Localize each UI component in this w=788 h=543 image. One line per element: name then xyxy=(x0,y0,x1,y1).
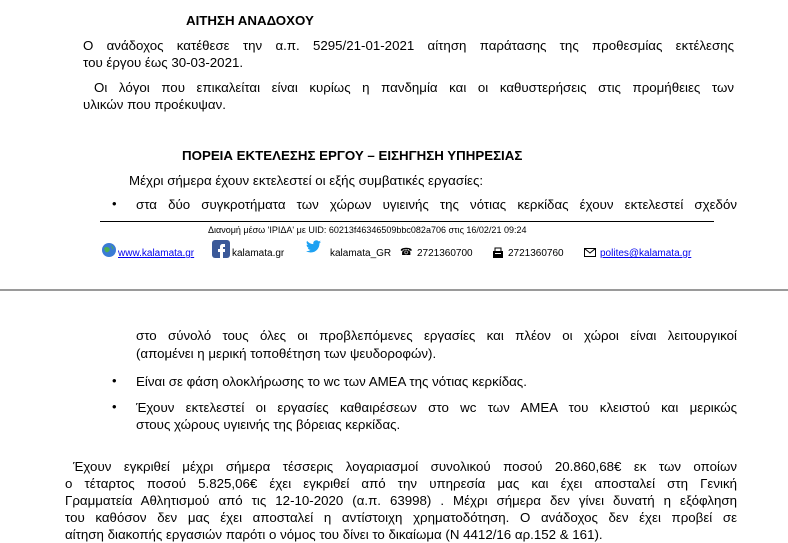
bullet-dot: • xyxy=(112,373,117,388)
page-separator xyxy=(0,289,788,291)
para1-line2: του έργου έως 30-03-2021. xyxy=(83,55,244,70)
twitter-icon xyxy=(306,240,321,253)
page-break-gap xyxy=(0,266,788,291)
bullet1-line1: στα δύο συγκροτήματα των χώρων υγιεινής της νότιας κερκίδας έχουν εκτελεστεί σχεδόν xyxy=(136,197,737,212)
bullet1-line3: (απομένει η μερική τοποθέτηση των ψευδοροφών). xyxy=(136,346,437,361)
phone-number: 2721360700 xyxy=(417,248,473,259)
bullet3-line2: στους χώρους υγιεινής της βόρειας κερκίδας. xyxy=(136,417,401,432)
bullet2-text: Είναι σε φάση ολοκλήρωσης το wc των ΑΜΕΑ της νότιας κερκίδας. xyxy=(136,374,527,389)
para1-line1: Ο ανάδοχος κατέθεσε την α.π. 5295/21-01-2021 αίτηση παράτασης της προθεσμίας εκτέλεσης xyxy=(83,38,734,53)
distribution-note: Διανομή μέσω 'ΙΡΙΔΑ' με UID: 60213f46346509bbc082a706 στις 16/02/21 09:24 xyxy=(208,225,527,235)
footer-rule xyxy=(100,221,714,222)
para2-line1: Οι λόγοι που επικαλείται είναι κυρίως η πανδημία και οι καθυστερήσεις στις προμήθειες των xyxy=(94,80,734,95)
facebook-icon xyxy=(212,240,230,258)
twitter-label[interactable]: kalamata_GR xyxy=(330,248,392,259)
facebook-label[interactable]: kalamata.gr xyxy=(232,248,285,259)
heading-progress: ΠΟΡΕΙΑ ΕΚΤΕΛΕΣΗΣ ΕΡΓΟΥ – ΕΙΣΗΓΗΣΗ ΥΠΗΡΕΣΙΑΣ xyxy=(182,148,523,163)
fax-number: 2721360760 xyxy=(508,248,564,259)
bullet1-line2: στο σύνολό τους όλες οι προβλεπόμενες εργασίες και πλέον οι χώροι είναι λειτουργικοί xyxy=(136,328,737,343)
heading-contractor-request: ΑΙΤΗΣΗ ΑΝΑΔΟΧΟΥ xyxy=(186,13,314,28)
email-link[interactable]: polites@kalamata.gr xyxy=(600,248,692,259)
para-line1: Έχουν εγκριθεί μέχρι σήμερα τέσσερις λογαριασμοί συνολικού ποσού 20.860,68€ εκ των οποίων xyxy=(73,459,737,474)
para-line2: ο τέταρτος ποσού 5.825,06€ έχει εγκριθεί από την υπηρεσία μας και έχει αποσταλεί στη Γενική xyxy=(65,476,737,491)
para-line5: αίτηση διακοπής εργασιών παρότι ο νόμος του δίνει το δικαίωμα (Ν 4412/16 αρ.152 & 161). xyxy=(65,527,603,542)
globe-icon xyxy=(101,242,117,258)
para2-line2: υλικών που προέκυψαν. xyxy=(83,97,226,112)
bullet-dot: • xyxy=(112,196,117,211)
para-line3: Γραμματεία Αθλητισμού από τις 12-10-2020 (α.π. 63998) . Μέχρι σήμερα δεν γίνει δυνατή η εξόφληση xyxy=(65,493,737,508)
bullet-dot: • xyxy=(112,399,117,414)
phone-icon: ☎ xyxy=(400,247,413,258)
website-link[interactable]: www.kalamata.gr xyxy=(118,248,195,259)
para-line4: του καθόσον δεν μας έχει αποσταλεί η αντίστοιχη χρηματοδότηση. Ο ανάδοχος δεν έχει προβεί σε xyxy=(65,510,737,525)
email-icon xyxy=(584,248,596,257)
fax-icon xyxy=(492,247,504,259)
intro-text: Μέχρι σήμερα έχουν εκτελεστεί οι εξής συμβατικές εργασίες: xyxy=(129,173,484,188)
bullet3-line1: Έχουν εκτελεστεί οι εργασίες καθαιρέσεων στο wc των ΑΜΕΑ του κλειστού και μερικώς xyxy=(136,400,737,415)
